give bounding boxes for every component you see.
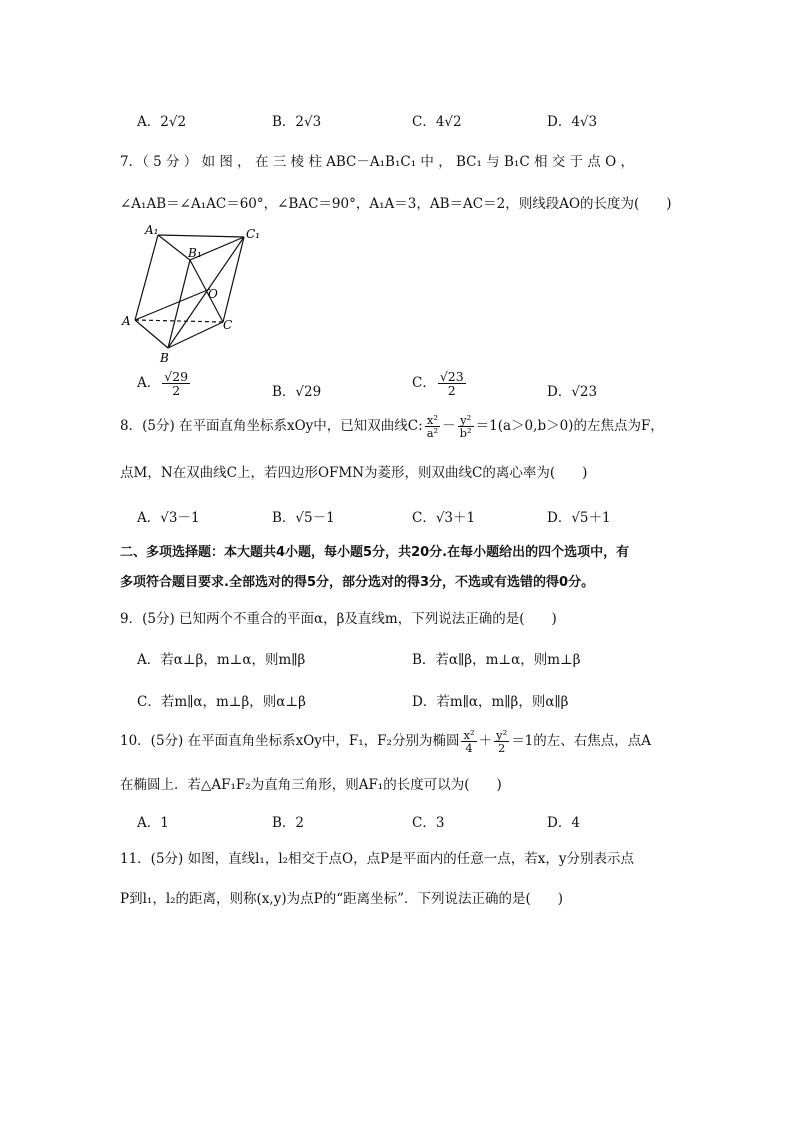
q7-option-c-prefix: C． xyxy=(412,375,436,392)
q8-option-d: D．√5＋1 xyxy=(547,510,611,526)
q7-option-a-den: 2 xyxy=(172,383,181,399)
q10-option-c: C．3 xyxy=(412,815,445,831)
q7-option-c-num: √23 xyxy=(439,369,464,384)
edge-b1b xyxy=(168,260,190,348)
q8-option-c: C．√3＋1 xyxy=(412,510,476,526)
q8-option-b: B．√5－1 xyxy=(272,510,335,526)
q8-stem-part1: 8．(5分) 在平面直角坐标系xOy中，已知双曲线C: xyxy=(120,418,423,435)
label-b: B xyxy=(160,351,169,365)
q7-option-c-frac xyxy=(438,370,466,397)
q7-stem-line1: 7．（ 5 分 ） 如 图 ， 在 三 棱 柱 ABC－A₁B₁C₁ 中 ， BC₁ 与 B₁C 相 交 于 点 O ， xyxy=(120,154,634,170)
label-o: O xyxy=(208,287,218,301)
q8-frac-y-num: y² xyxy=(458,414,474,427)
q9-option-b: B．若α∥β，m⊥α，则m⊥β xyxy=(412,652,581,668)
q10-frac-y-den: 2 xyxy=(497,741,506,756)
q9-option-d: D．若m∥α，m∥β，则α∥β xyxy=(412,694,569,710)
q7-option-d: D．√23 xyxy=(547,384,598,400)
q8-frac-y-den: b² xyxy=(459,426,472,441)
q9-stem: 9．(5分) 已知两个不重合的平面α，β及直线m，下列说法正确的是( ) xyxy=(120,611,557,627)
q6-option-c: C．4√2 xyxy=(412,114,462,130)
q10-option-a: A．1 xyxy=(137,815,169,831)
q7-stem-line2: ∠A₁AB＝∠A₁AC＝60°，∠BAC＝90°，A₁A＝3，AB＝AC＝2，则线段AO的长度为( ) xyxy=(120,196,672,212)
q8-stem-line1 xyxy=(120,414,664,439)
q7-option-a xyxy=(137,370,192,397)
q10-frac-y-num: y² xyxy=(496,728,508,742)
q10-stem-line1 xyxy=(120,729,651,754)
q8-frac-x-num: x² xyxy=(425,414,440,427)
q10-stem-line2: 在椭圆上．若△AF₁F₂为直角三角形，则AF₁的长度可以为( ) xyxy=(120,777,502,793)
q6-option-d: D．4√3 xyxy=(547,114,598,130)
q8-minus: － xyxy=(442,418,456,435)
edge-a1a xyxy=(135,235,158,320)
q6-option-a: A．2√2 xyxy=(137,114,187,130)
q8-frac-x-den: a² xyxy=(426,426,439,441)
edge-c1c xyxy=(223,237,244,322)
label-a: A xyxy=(122,314,131,328)
q10-stem-part1: 10．(5分) 在平面直角坐标系xOy中，F₁，F₂分别为椭圆 xyxy=(120,733,460,750)
q10-frac-x-num: x² xyxy=(463,728,475,742)
prism-figure xyxy=(118,222,278,367)
edge-a1b1 xyxy=(158,235,190,260)
edge-ac-hidden xyxy=(135,320,223,322)
label-a1: A₁ xyxy=(145,223,159,237)
q10-frac-y xyxy=(494,729,509,754)
q9-option-c: C．若m∥α，m⊥β，则α⊥β xyxy=(137,694,306,710)
q7-option-c xyxy=(412,370,468,397)
q7-option-a-num: √29 xyxy=(164,369,189,384)
q7-option-a-prefix: A． xyxy=(137,375,161,392)
q10-plus: ＋ xyxy=(478,733,493,750)
edge-ab xyxy=(135,320,168,348)
q8-stem-line2: 点M，N在双曲线C上，若四边形OFMN为菱形，则双曲线C的离心率为( ) xyxy=(120,465,588,481)
seg-ao xyxy=(135,289,210,320)
q7-option-b: B．√29 xyxy=(272,384,322,400)
label-c1: C₁ xyxy=(246,227,260,241)
label-b1: B₁ xyxy=(188,246,202,260)
q10-option-b: B．2 xyxy=(272,815,305,831)
q10-option-d: D．4 xyxy=(547,815,580,831)
q7-option-a-frac xyxy=(162,370,190,397)
q8-frac-y xyxy=(458,414,474,439)
q6-option-b: B．2√3 xyxy=(272,114,322,130)
label-c: C xyxy=(223,318,233,332)
q11-stem-line1: 11．(5分) 如图，直线l₁，l₂相交于点O，点P是平面内的任意一点，若x，y分别表示点 xyxy=(120,851,634,867)
q10-frac-x-den: 4 xyxy=(465,741,473,756)
q7-option-c-den: 2 xyxy=(447,383,456,399)
q10-stem-part2: ＝1的左、右焦点，点A xyxy=(511,733,652,750)
q11-stem-line2: P到l₁，l₂的距离，则称(x,y)为点P的“距离坐标”．下列说法正确的是( ) xyxy=(120,891,564,907)
section2-heading-line2: 多项符合题目要求.全部选对的得5分，部分选对的得3分，不选或有选错的得0分。 xyxy=(120,575,595,590)
q8-option-a: A．√3－1 xyxy=(137,510,200,526)
section2-heading-line1: 二、多项选择题：本大题共4小题，每小题5分，共20分.在每小题给出的四个选项中，有 xyxy=(120,545,630,560)
q8-stem-part2: ＝1(a＞0,b＞0)的左焦点为F， xyxy=(475,418,664,435)
q9-option-a: A．若α⊥β，m⊥α，则m∥β xyxy=(137,652,306,668)
q8-frac-x xyxy=(425,414,440,439)
edge-a1c1 xyxy=(158,235,244,237)
q10-frac-x xyxy=(461,729,476,754)
